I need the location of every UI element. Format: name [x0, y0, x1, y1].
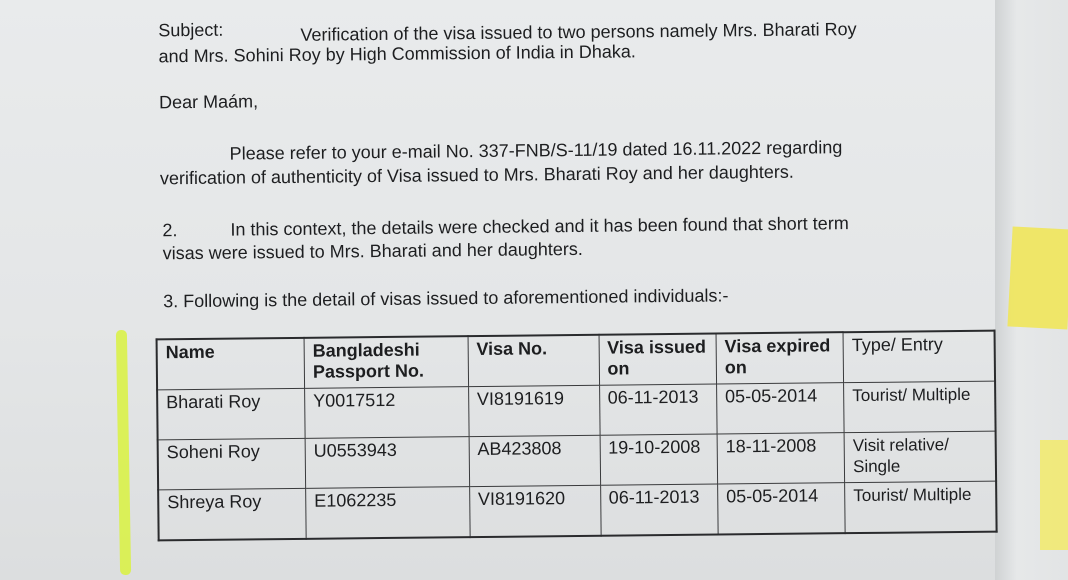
header-issued: Visa issued on: [599, 334, 717, 386]
cell-issued: 06-11-2013: [599, 384, 717, 435]
paragraph-2-text: In this context, the details were checked and it has been found that short term: [230, 213, 849, 240]
header-type: Type/ Entry: [843, 331, 995, 383]
header-expired: Visa expired on: [716, 332, 844, 384]
paragraph-1-line-2: verification of authenticity of Visa issued to Mrs. Bharati Roy and her daughters.: [159, 161, 794, 189]
paragraph-1-line-1: Please refer to your e-mail No. 337-FNB/S-11/19 dated 16.11.2022 regarding: [229, 137, 843, 164]
cell-expired: 18-11-2008: [717, 433, 845, 484]
subject-line-1: Verification of the visa issued to two persons namely Mrs. Bharati Roy: [300, 19, 857, 45]
salutation: Dear Maám,: [158, 91, 259, 113]
cell-passport: Y0017512: [305, 387, 469, 439]
table-row: [157, 381, 995, 440]
header-visa-no: Visa No.: [468, 335, 599, 387]
cell-name: Bharati Roy: [157, 388, 305, 440]
cell-type: Visit relative/ Single: [844, 431, 996, 483]
sticky-note-lower: [1040, 440, 1068, 550]
header-name: Name: [157, 338, 305, 390]
cell-visa-no: AB423808: [469, 435, 600, 486]
cell-visa-no: VI8191619: [468, 385, 599, 436]
cell-expired: 05-05-2014: [718, 483, 846, 535]
cell-issued: 06-11-2013: [600, 484, 718, 536]
paragraph-2-line-1: [162, 213, 849, 241]
subject-label: Subject:: [158, 19, 224, 41]
cell-passport: E1062235: [306, 487, 470, 539]
sticky-note: [1007, 226, 1068, 329]
cell-type: Tourist/ Multiple: [845, 481, 997, 533]
cell-name: Shreya Roy: [158, 488, 306, 540]
visa-details-table: [156, 330, 998, 542]
header-passport: Bangladeshi Passport No.: [304, 336, 468, 388]
paragraph-2-line-2: visas were issued to Mrs. Bharati and her daughters.: [162, 238, 583, 264]
table-row: [158, 431, 996, 490]
cell-type: Tourist/ Multiple: [844, 381, 996, 433]
paragraph-2-number: 2.: [162, 220, 178, 241]
cell-name: Soheni Roy: [158, 438, 306, 490]
cell-visa-no: VI8191620: [469, 485, 600, 537]
cell-expired: 05-05-2014: [716, 383, 844, 434]
table-header-row: [157, 331, 995, 390]
subject-line-2: and Mrs. Sohini Roy by High Commission of India in Dhaka.: [158, 41, 636, 67]
cell-passport: U0553943: [305, 437, 469, 489]
paragraph-3: 3. Following is the detail of visas issued to aforementioned individuals:-: [163, 285, 729, 312]
cell-issued: 19-10-2008: [600, 434, 718, 485]
table-row: [158, 481, 996, 540]
